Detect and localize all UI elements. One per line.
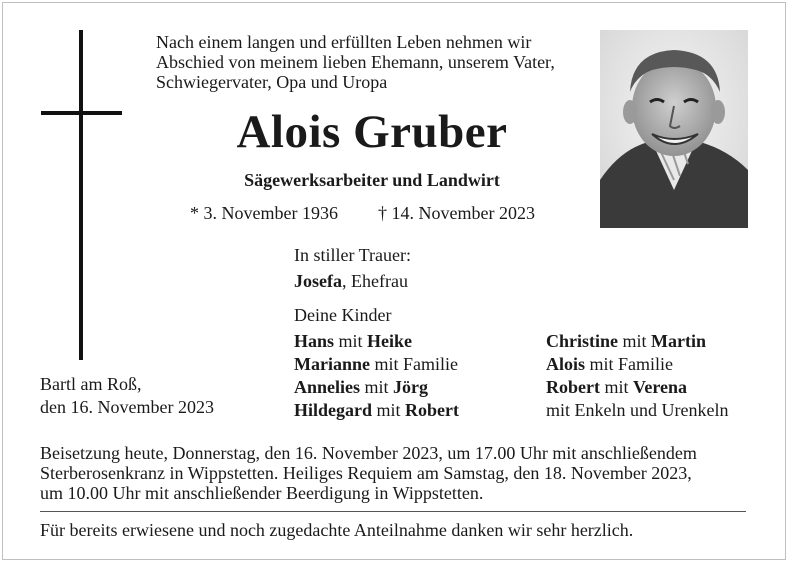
child-link: mit Familie [585, 354, 674, 374]
portrait-photo [600, 30, 748, 228]
service-line: Sterberosenkranz in Wippstetten. Heiliges Requiem am Samstag, den 18. November 2023, [40, 463, 692, 483]
child-link: mit [334, 331, 368, 351]
funeral-service-text [40, 443, 760, 503]
child-entry [294, 376, 459, 399]
children-left-list [294, 330, 459, 422]
child-entry [546, 330, 728, 353]
thanks-text: Für bereits erwiesene und noch zugedachte Anteilnahme danken wir sehr herzlich. [40, 520, 634, 540]
grandchildren-text: mit Enkeln und Urenkeln [546, 400, 729, 420]
cross-icon [79, 30, 83, 360]
child-name: Annelies [294, 377, 361, 397]
death-date: † 14. November 2023 [378, 203, 535, 223]
partner-name: Jörg [393, 377, 429, 397]
child-link: mit [599, 377, 633, 397]
child-link: mit [618, 331, 652, 351]
child-name: Robert [546, 377, 600, 397]
children-right-list [546, 330, 728, 422]
child-link: mit Familie [370, 354, 458, 374]
child-name: Marianne [294, 354, 370, 374]
place-date [40, 373, 214, 419]
child-link: mit [372, 400, 406, 420]
child-entry [294, 399, 459, 422]
child-entry [294, 353, 459, 376]
birth-date: * 3. November 1936 [190, 203, 338, 223]
cross-icon-bar [41, 111, 122, 115]
grandchildren-entry [546, 399, 728, 422]
partner-name: Martin [651, 331, 706, 351]
child-entry [546, 376, 728, 399]
child-entry [294, 330, 459, 353]
date-line: den 16. November 2023 [40, 397, 214, 417]
children-label: Deine Kinder [294, 305, 392, 325]
child-entry [546, 353, 728, 376]
mourners-section [294, 244, 411, 327]
intro-text [156, 32, 588, 92]
child-name: Alois [546, 354, 586, 374]
deceased-name: Alois Gruber [236, 106, 508, 158]
mourning-label: In stiller Trauer: [294, 245, 411, 265]
intro-line: Nach einem langen und erfüllten Leben nehmen wir [156, 32, 532, 52]
service-line: um 10.00 Uhr mit anschließender Beerdigung in Wippstetten. [40, 483, 484, 503]
occupation: Sägewerksarbeiter und Landwirt [244, 170, 500, 190]
intro-line: Abschied von meinem lieben Ehemann, unserem Vater, [156, 52, 555, 72]
service-line: Beisetzung heute, Donnerstag, den 16. November 2023, um 17.00 Uhr mit anschließendem [40, 443, 697, 463]
divider [40, 511, 746, 512]
place-line: Bartl am Roß, [40, 374, 142, 394]
child-name: Hildegard [294, 400, 373, 420]
spouse-line [294, 270, 411, 293]
partner-name: Robert [405, 400, 460, 420]
partner-name: Verena [633, 377, 687, 397]
child-name: Hans [294, 331, 335, 351]
intro-line: Schwiegervater, Opa und Uropa [156, 72, 388, 92]
child-link: mit [360, 377, 394, 397]
child-name: Christine [546, 331, 618, 351]
spouse-name: Josefa [294, 271, 342, 291]
spouse-relation: , Ehefrau [342, 271, 408, 291]
partner-name: Heike [367, 331, 413, 351]
